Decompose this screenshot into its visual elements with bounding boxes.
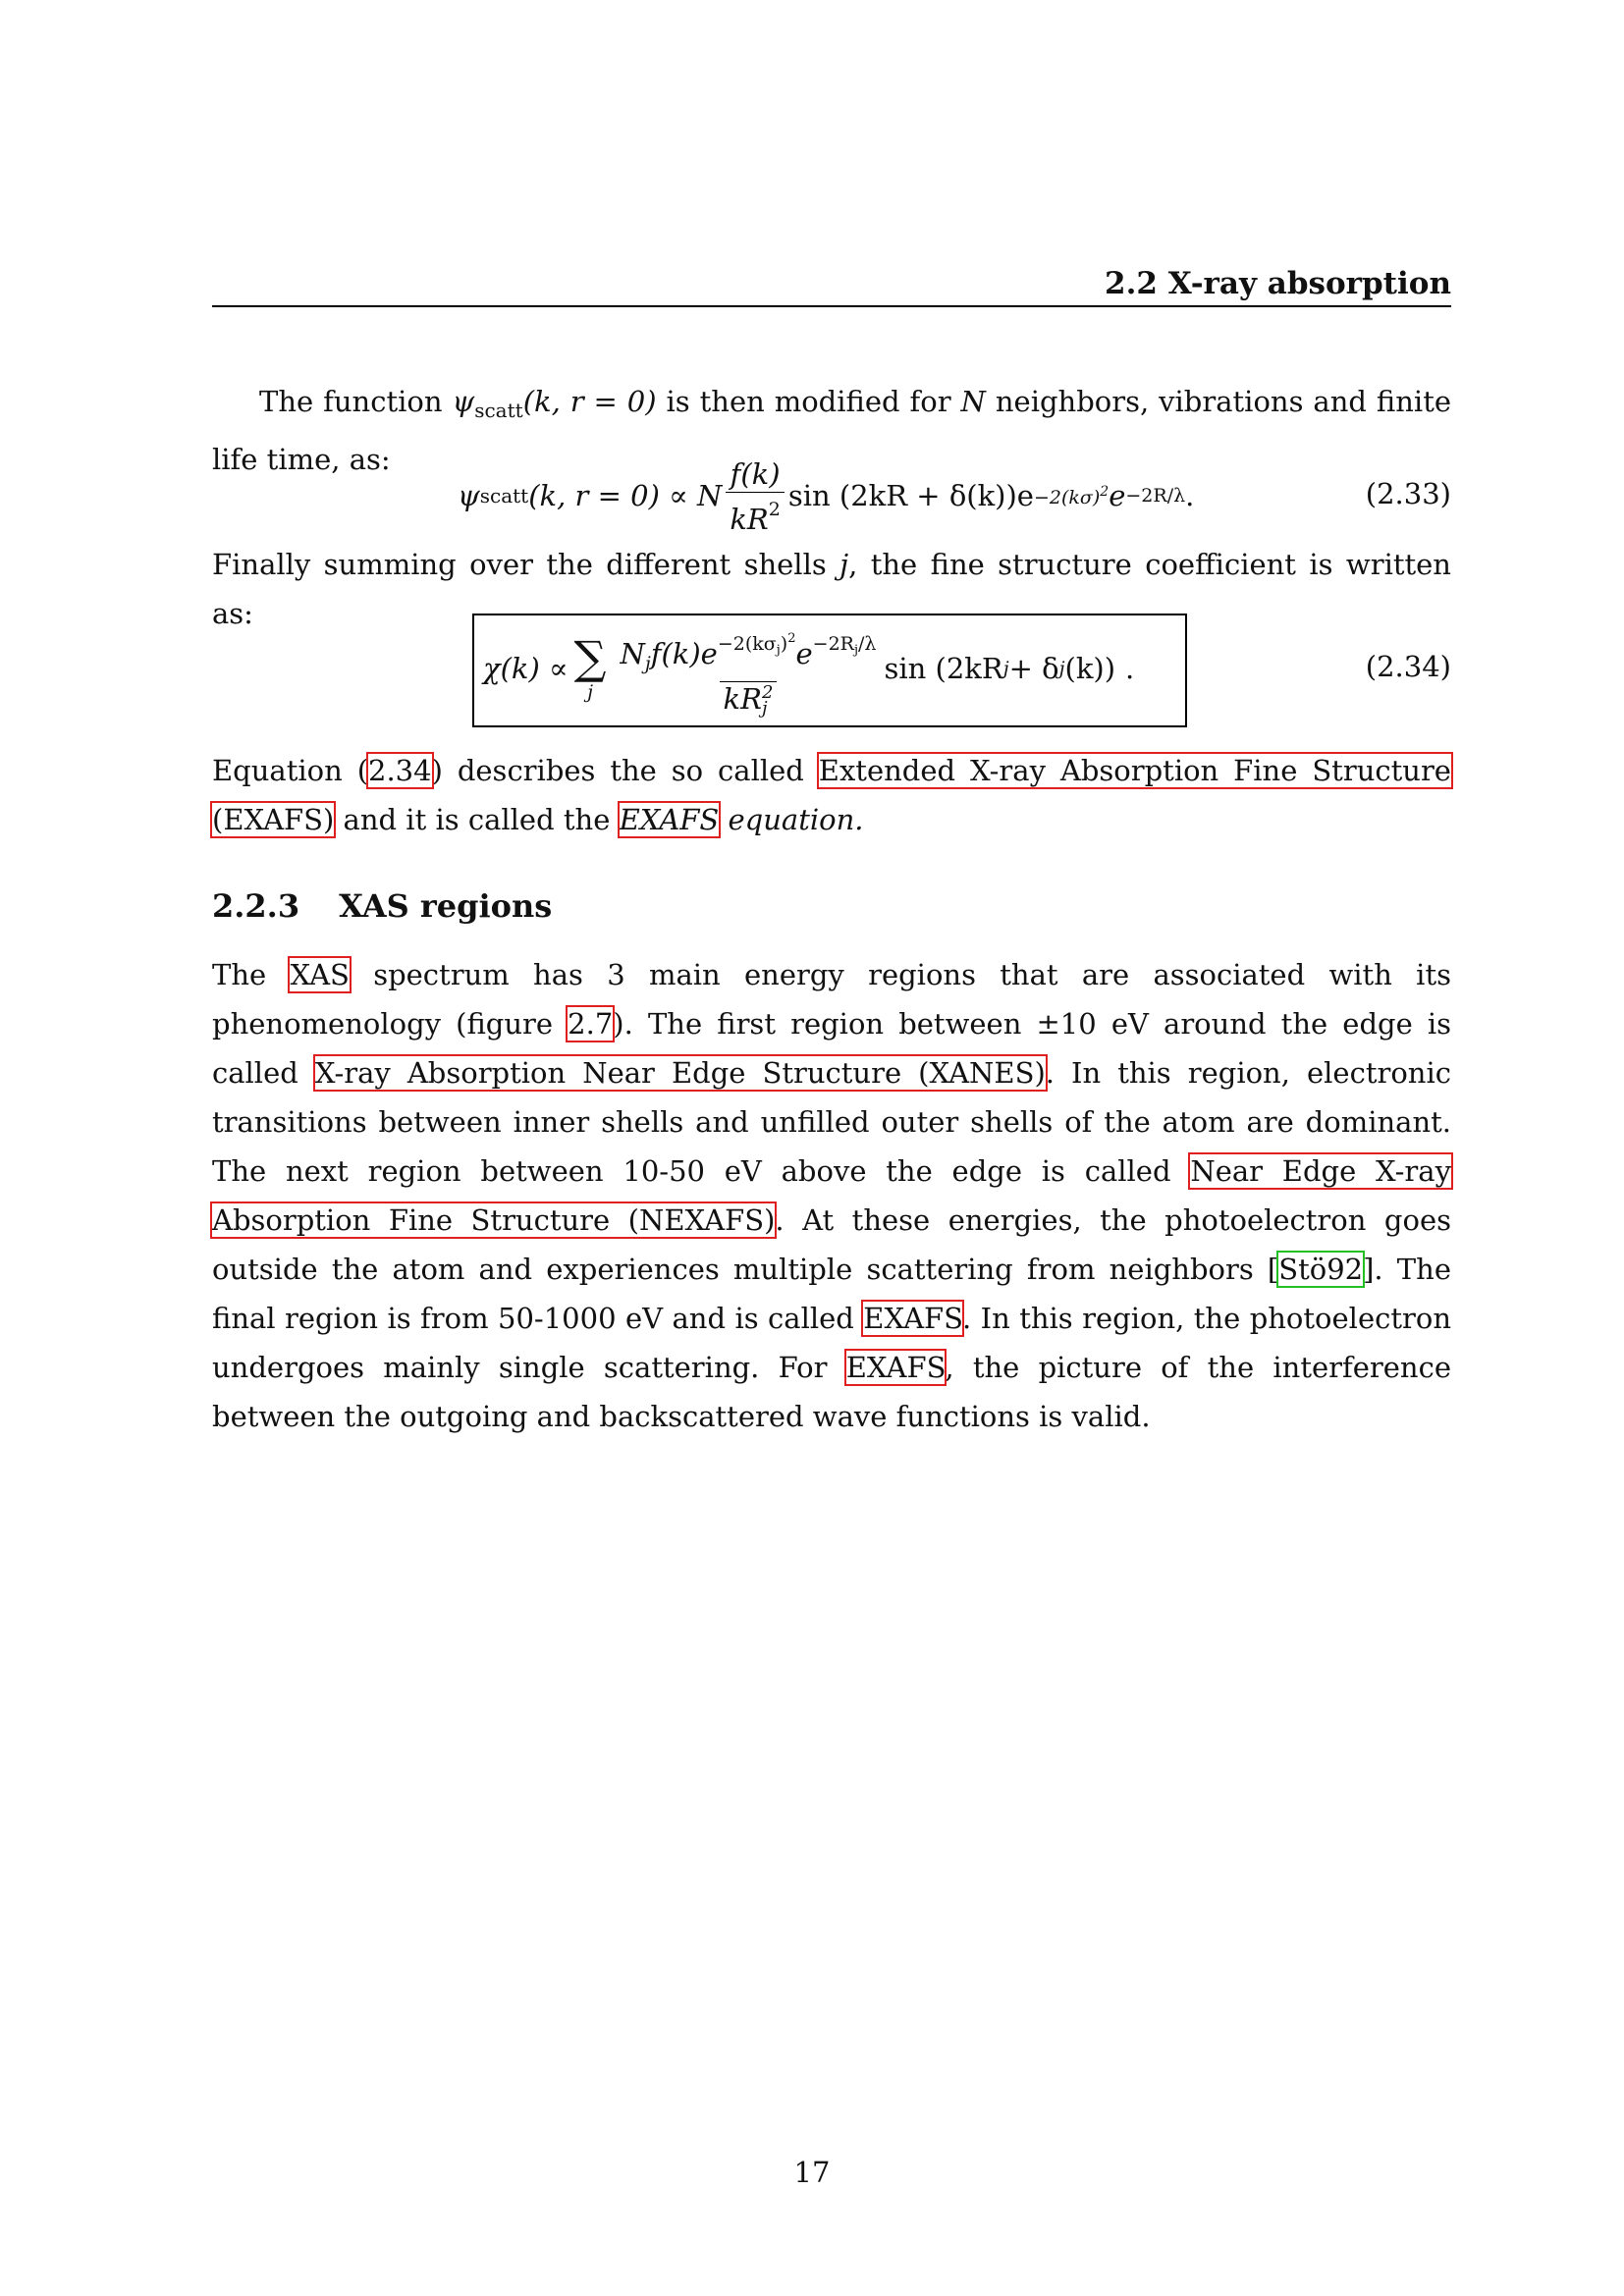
paragraph-intro: The function $\psi_{scatt}(k$, r = 0) is then modified for N neighbors, vibrations and finite life time, as: [212,385,1452,476]
paragraph-summing: Finally summing over the different shells j, the fine structure coefficient is written as: [212,548,1451,630]
equation-ref-link[interactable]: 2.34 [368,754,432,787]
equation-number: (2.34) [1365,650,1451,683]
equation-2-34 [212,630,1451,719]
sum-symbol: ∑ j [573,631,607,703]
page-number: 17 [793,2156,831,2189]
acronym-link-xanes[interactable]: X-ray Absorption Near Edge Structure (XANES) [314,1056,1046,1090]
equation-2-33 [212,456,1451,536]
fraction: $N_jf(k)e^{-2(k\sigma_j)^2}e^{-2R_j/\lambda}$ kR 2 j [620,630,877,719]
equation-2-34-body: χ(k) ∝ ∑ j $N_jf(k)e^{-2(k\sigma_j)^2}e^{-2R_j/\lambda}$ kR 2 j sin (2kR j + δ j (k)) . [483,634,1134,703]
header-rule [212,305,1451,307]
equation-2-33-body: ψ scatt (k, r = 0) ∝ N $\frac{f(k)}{kR^2}$ sin (2kR + δ(k))e $-2(k\sigma)^2$ e −2R/λ . [458,456,1195,536]
psi-symbol: ψ [452,385,475,418]
acronym-link-exafs[interactable]: EXAFS [619,803,720,836]
paragraph-exafs-equation: Equation (2.34) describes the so called Extended X-ray Absorption Fine Structure (EXAFS) and it is called the EXAFS equation. [212,754,1451,836]
equation-number: (2.33) [1365,477,1451,510]
acronym-link-exafs-2[interactable]: EXAFS [863,1302,962,1335]
fraction: $\frac{f(k)}{kR^2}$ [726,456,785,536]
acronym-link-xas[interactable]: XAS [290,958,350,991]
figure-ref-link[interactable]: 2.7 [568,1007,614,1041]
citation-link[interactable]: Stö92 [1278,1253,1364,1286]
section-heading: 2.2.3 XAS regions [212,887,553,925]
paragraph-xas-regions: The XAS spectrum has 3 main energy regions that are associated with its phenomenology (figure 2.7). The first region between ±10 eV around the edge is called X-ray Absorption Near Edge Structure (XANES). In this region, electronic transitions between inner shells and unfilled outer shells of the atom are dominant. The next region between 10-50 eV above the edge is called Near Edge X-ray Absorption Fine Structure (NEXAFS). At these energies, the photoelectron goes outside the atom and experiences multiple scattering from neighbors [Stö92]. The final region is from 50-1000 eV and is called EXAFS. In this region, the photoelectron undergoes mainly single scattering. For EXAFS, the picture of the interference between the outgoing and backscattered wave functions is valid. [212,958,1452,1433]
acronym-link-exafs-3[interactable]: EXAFS [845,1351,946,1384]
acronym-link-nexafs[interactable]: Near Edge X-ray Absorption Fine Structure (NEXAFS) [212,1154,1451,1237]
running-head: 2.2 X-ray absorption [1105,266,1451,301]
acronym-link-exafs-full[interactable]: Extended X-ray Absorption Fine Structure (EXAFS) [212,754,1451,836]
